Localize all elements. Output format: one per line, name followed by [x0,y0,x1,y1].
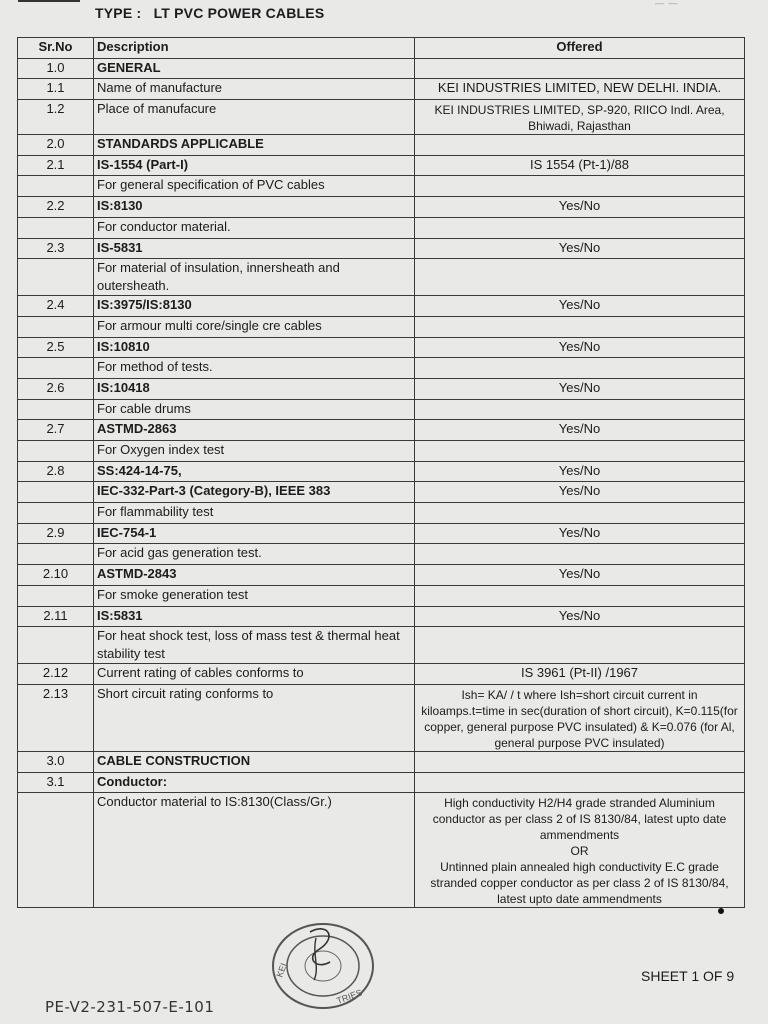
row-srno: 2.12 [18,664,94,685]
row-offered [415,176,745,197]
table-header-row [18,38,745,59]
row-offered: KEI INDUSTRIES LIMITED, SP-920, RIICO Indl. Area, Bhiwadi, Rajasthan [415,100,745,135]
row-srno: 2.1 [18,155,94,176]
row-srno [18,627,94,664]
row-srno [18,503,94,524]
row-description: IEC-332-Part-3 (Category-B), IEEE 383 [94,482,415,503]
row-srno: 2.2 [18,197,94,218]
row-offered: IS 3961 (Pt-II) /1967 [415,664,745,685]
row-description: For armour multi core/single cre cables [94,316,415,337]
row-description: ASTMD-2863 [94,420,415,441]
row-offered: Ish= KA/ / t where Ish=short circuit current in kiloamps.t=time in sec(duration of short circuit), K=0.115(for copper, general purpose PVC insulated) & K=0.076 (for Al, general purpose PVC insulated) [415,684,745,751]
row-description: GENERAL [94,58,415,79]
col-header-offered: Offered [415,38,745,59]
row-description: For smoke generation test [94,585,415,606]
table-row [18,523,745,544]
row-offered: Yes/No [415,606,745,627]
page-title: TYPE : LT PVC POWER CABLES [95,5,325,21]
row-srno [18,585,94,606]
row-offered [415,751,745,772]
row-description: IS:8130 [94,197,415,218]
row-description: IS-5831 [94,238,415,259]
row-srno: 2.7 [18,420,94,441]
row-srno [18,259,94,296]
row-offered: Yes/No [415,238,745,259]
row-description: For material of insulation, innersheath and outersheath. [94,259,415,296]
row-description: For general specification of PVC cables [94,176,415,197]
row-srno [18,793,94,908]
sheet-number: SHEET 1 OF 9 [641,968,735,984]
row-srno [18,482,94,503]
row-description: For acid gas generation test. [94,544,415,565]
row-srno: 1.1 [18,79,94,100]
row-description: IS-1554 (Part-I) [94,155,415,176]
row-srno: 2.9 [18,523,94,544]
scan-marks: — — [655,0,679,8]
row-offered [415,399,745,420]
row-offered [415,772,745,793]
row-srno [18,176,94,197]
row-srno: 3.0 [18,751,94,772]
row-description: IS:5831 [94,606,415,627]
row-description: For method of tests. [94,358,415,379]
row-description: Name of manufacture [94,79,415,100]
document-reference: PE-V2-231-507-E-101 [45,998,215,1016]
row-description: For cable drums [94,399,415,420]
table-row [18,176,745,197]
table-row [18,606,745,627]
table-row [18,217,745,238]
row-offered: KEI INDUSTRIES LIMITED, NEW DELHI. INDIA. [415,79,745,100]
table-row [18,197,745,218]
row-offered [415,544,745,565]
row-description: IS:10418 [94,378,415,399]
row-offered [415,217,745,238]
row-description: Conductor: [94,772,415,793]
table-row [18,585,745,606]
spec-table [17,37,745,908]
row-srno [18,441,94,462]
row-srno: 2.11 [18,606,94,627]
row-description: ASTMD-2843 [94,565,415,586]
row-offered: Yes/No [415,565,745,586]
spec-table-body [18,38,745,908]
row-srno: 3.1 [18,772,94,793]
table-row [18,358,745,379]
table-row [18,441,745,462]
row-srno: 1.2 [18,100,94,135]
row-srno: 2.4 [18,296,94,317]
row-offered [415,316,745,337]
row-offered [415,358,745,379]
row-description: Current rating of cables conforms to [94,664,415,685]
row-srno: 2.13 [18,684,94,751]
row-offered: IS 1554 (Pt-1)/88 [415,155,745,176]
row-srno [18,544,94,565]
table-row [18,482,745,503]
row-description: For heat shock test, loss of mass test & thermal heat stability test [94,627,415,664]
row-description: For conductor material. [94,217,415,238]
table-row [18,793,745,908]
row-description: Place of manufacure [94,100,415,135]
table-row [18,461,745,482]
row-offered: Yes/No [415,337,745,358]
table-row [18,399,745,420]
col-header-description: Description [94,38,415,59]
row-srno: 2.5 [18,337,94,358]
ink-mark [718,908,724,914]
table-row [18,316,745,337]
row-description: IS:10810 [94,337,415,358]
row-description: IEC-754-1 [94,523,415,544]
table-row [18,684,745,751]
row-srno [18,316,94,337]
table-row [18,58,745,79]
row-description: IS:3975/IS:8130 [94,296,415,317]
row-offered [415,627,745,664]
col-header-srno: Sr.No [18,38,94,59]
row-srno: 2.3 [18,238,94,259]
row-srno: 2.0 [18,135,94,156]
row-srno [18,358,94,379]
row-srno: 1.0 [18,58,94,79]
table-row [18,135,745,156]
table-row [18,503,745,524]
row-srno: 2.10 [18,565,94,586]
row-srno: 2.6 [18,378,94,399]
row-offered: High conductivity H2/H4 grade stranded Aluminium conductor as per class 2 of IS 8130/84, latest upto date ammendments OR Untinned plain annealed high conductivity E.C grade stranded copper conductor as per class 2 of IS 8130/84, latest upto date ammendments [415,793,745,908]
table-row [18,155,745,176]
row-offered [415,259,745,296]
row-srno: 2.8 [18,461,94,482]
table-row [18,337,745,358]
row-offered [415,441,745,462]
row-offered [415,58,745,79]
row-srno [18,399,94,420]
table-row [18,544,745,565]
row-offered: Yes/No [415,461,745,482]
row-description: SS:424-14-75, [94,461,415,482]
svg-text:TRIES: TRIES [335,987,364,1006]
row-offered [415,135,745,156]
top-rule [18,0,80,2]
table-row [18,664,745,685]
row-description: STANDARDS APPLICABLE [94,135,415,156]
table-row [18,420,745,441]
row-offered [415,503,745,524]
row-srno [18,217,94,238]
table-row [18,751,745,772]
table-row [18,627,745,664]
table-row [18,296,745,317]
table-row [18,238,745,259]
row-offered [415,585,745,606]
row-offered: Yes/No [415,296,745,317]
row-description: For flammability test [94,503,415,524]
table-row [18,565,745,586]
row-description: Conductor material to IS:8130(Class/Gr.) [94,793,415,908]
row-offered: Yes/No [415,378,745,399]
table-row [18,378,745,399]
row-description: CABLE CONSTRUCTION [94,751,415,772]
row-offered: Yes/No [415,482,745,503]
row-description: For Oxygen index test [94,441,415,462]
table-row [18,79,745,100]
svg-text:KEI: KEI [274,961,289,979]
table-row [18,772,745,793]
row-offered: Yes/No [415,523,745,544]
row-description: Short circuit rating conforms to [94,684,415,751]
row-offered: Yes/No [415,197,745,218]
table-row [18,259,745,296]
company-seal-stamp [268,918,378,1010]
table-row [18,100,745,135]
row-offered: Yes/No [415,420,745,441]
